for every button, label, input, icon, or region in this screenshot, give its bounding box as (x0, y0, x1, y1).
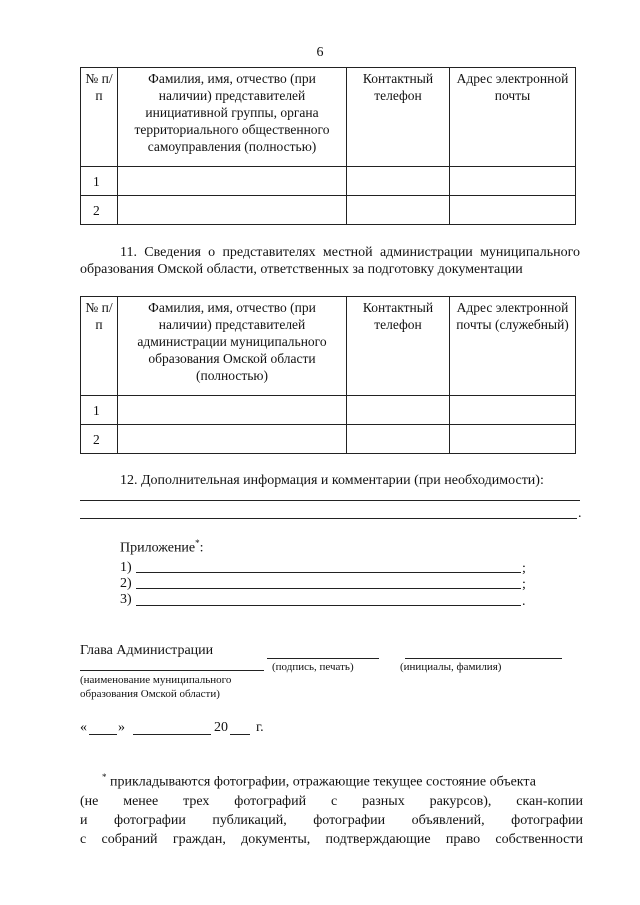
page-number: 6 (316, 45, 324, 60)
org-name-line[interactable] (80, 670, 264, 671)
phone-cell[interactable] (347, 167, 450, 196)
col-email-header: Адрес электронной почты (450, 68, 576, 167)
initials-caption: (инициалы, фамилия) (400, 661, 502, 673)
col-number-header: № п/п (81, 68, 118, 167)
email-cell[interactable] (450, 425, 576, 454)
footnote-mark: * (102, 772, 107, 782)
col-email-header: Адрес электронной почты (служебный) (450, 297, 576, 396)
date-close-quote: » (118, 720, 125, 735)
representatives-table-initiative (80, 67, 576, 225)
comment-end-mark: . (578, 506, 582, 521)
col-phone-header: Контактный телефон (347, 68, 450, 167)
footnote-line-2: (не менее трех фотографий с разных ракурсов), скан-копии (80, 793, 583, 809)
row-number: 2 (81, 196, 118, 225)
signature-title: Глава Администрации (80, 643, 214, 658)
table-header-row (81, 68, 576, 167)
table-row (81, 425, 576, 454)
date-day-line[interactable] (89, 734, 117, 735)
appendix-item-end: ; (522, 561, 526, 576)
appendix-item-line-1[interactable] (136, 572, 521, 573)
footnote-text: прикладываются фотографии, отражающие текущее состояние объекта (110, 774, 536, 790)
col-phone-header: Контактный телефон (347, 297, 450, 396)
appendix-item-number: 3) (120, 592, 132, 607)
col-name-header: Фамилия, имя, отчество (при наличии) представителей инициативной группы, органа территориального общественного самоуправления (полностью) (118, 68, 347, 167)
phone-cell[interactable] (347, 396, 450, 425)
row-number: 1 (81, 396, 118, 425)
appendix-colon: : (199, 540, 204, 556)
date-month-line[interactable] (133, 734, 211, 735)
name-cell[interactable] (118, 425, 347, 454)
signature-caption: (подпись, печать) (272, 661, 354, 673)
date-year-suffix: г. (256, 720, 264, 735)
footnote-line-1 (80, 768, 583, 792)
comment-line-1[interactable] (80, 500, 580, 501)
col-number-header: № п/п (81, 297, 118, 396)
appendix-item-line-3[interactable] (136, 605, 521, 606)
appendix-item-number: 1) (120, 560, 132, 575)
appendix-item-end: ; (522, 577, 526, 592)
table-row (81, 196, 576, 225)
row-number: 2 (81, 425, 118, 454)
footnote-line-4: с собраний граждан, документы, подтверждающие право собственности (80, 831, 583, 847)
table-row (81, 167, 576, 196)
appendix-label (120, 538, 204, 557)
section-12-text: 12. Дополнительная информация и комментарии (при необходимости): (120, 473, 544, 488)
date-year-line[interactable] (230, 734, 250, 735)
footnote (80, 768, 583, 849)
col-name-header: Фамилия, имя, отчество (при наличии) представителей администрации муниципального образования Омской области (полностью) (118, 297, 347, 396)
row-number: 1 (81, 167, 118, 196)
email-cell[interactable] (450, 167, 576, 196)
email-cell[interactable] (450, 396, 576, 425)
name-cell[interactable] (118, 196, 347, 225)
representatives-table-administration (80, 296, 576, 454)
appendix-label-text: Приложение (120, 540, 196, 556)
org-caption-line-1: (наименование муниципального (80, 674, 232, 686)
date-open-quote: « (80, 720, 87, 735)
comment-line-2[interactable] (80, 518, 577, 519)
date-year-prefix: 20 (214, 720, 228, 735)
email-cell[interactable] (450, 196, 576, 225)
signature-line[interactable] (267, 658, 379, 659)
org-caption-line-2: образования Омской области) (80, 688, 220, 700)
footnote-mark: * (195, 538, 200, 548)
section-11-text: 11. Сведения о представителях местной администрации муниципального образования Омской области, ответственных за подготовку документации (80, 245, 580, 277)
name-cell[interactable] (118, 167, 347, 196)
appendix-item-line-2[interactable] (136, 588, 521, 589)
appendix-item-number: 2) (120, 576, 132, 591)
table-header-row (81, 297, 576, 396)
footnote-line-3: и фотографии публикаций, фотографии объявлений, фотографии (80, 812, 583, 828)
name-cell[interactable] (118, 396, 347, 425)
initials-line[interactable] (405, 658, 562, 659)
table-row (81, 396, 576, 425)
phone-cell[interactable] (347, 196, 450, 225)
appendix-item-end: . (522, 594, 526, 609)
phone-cell[interactable] (347, 425, 450, 454)
